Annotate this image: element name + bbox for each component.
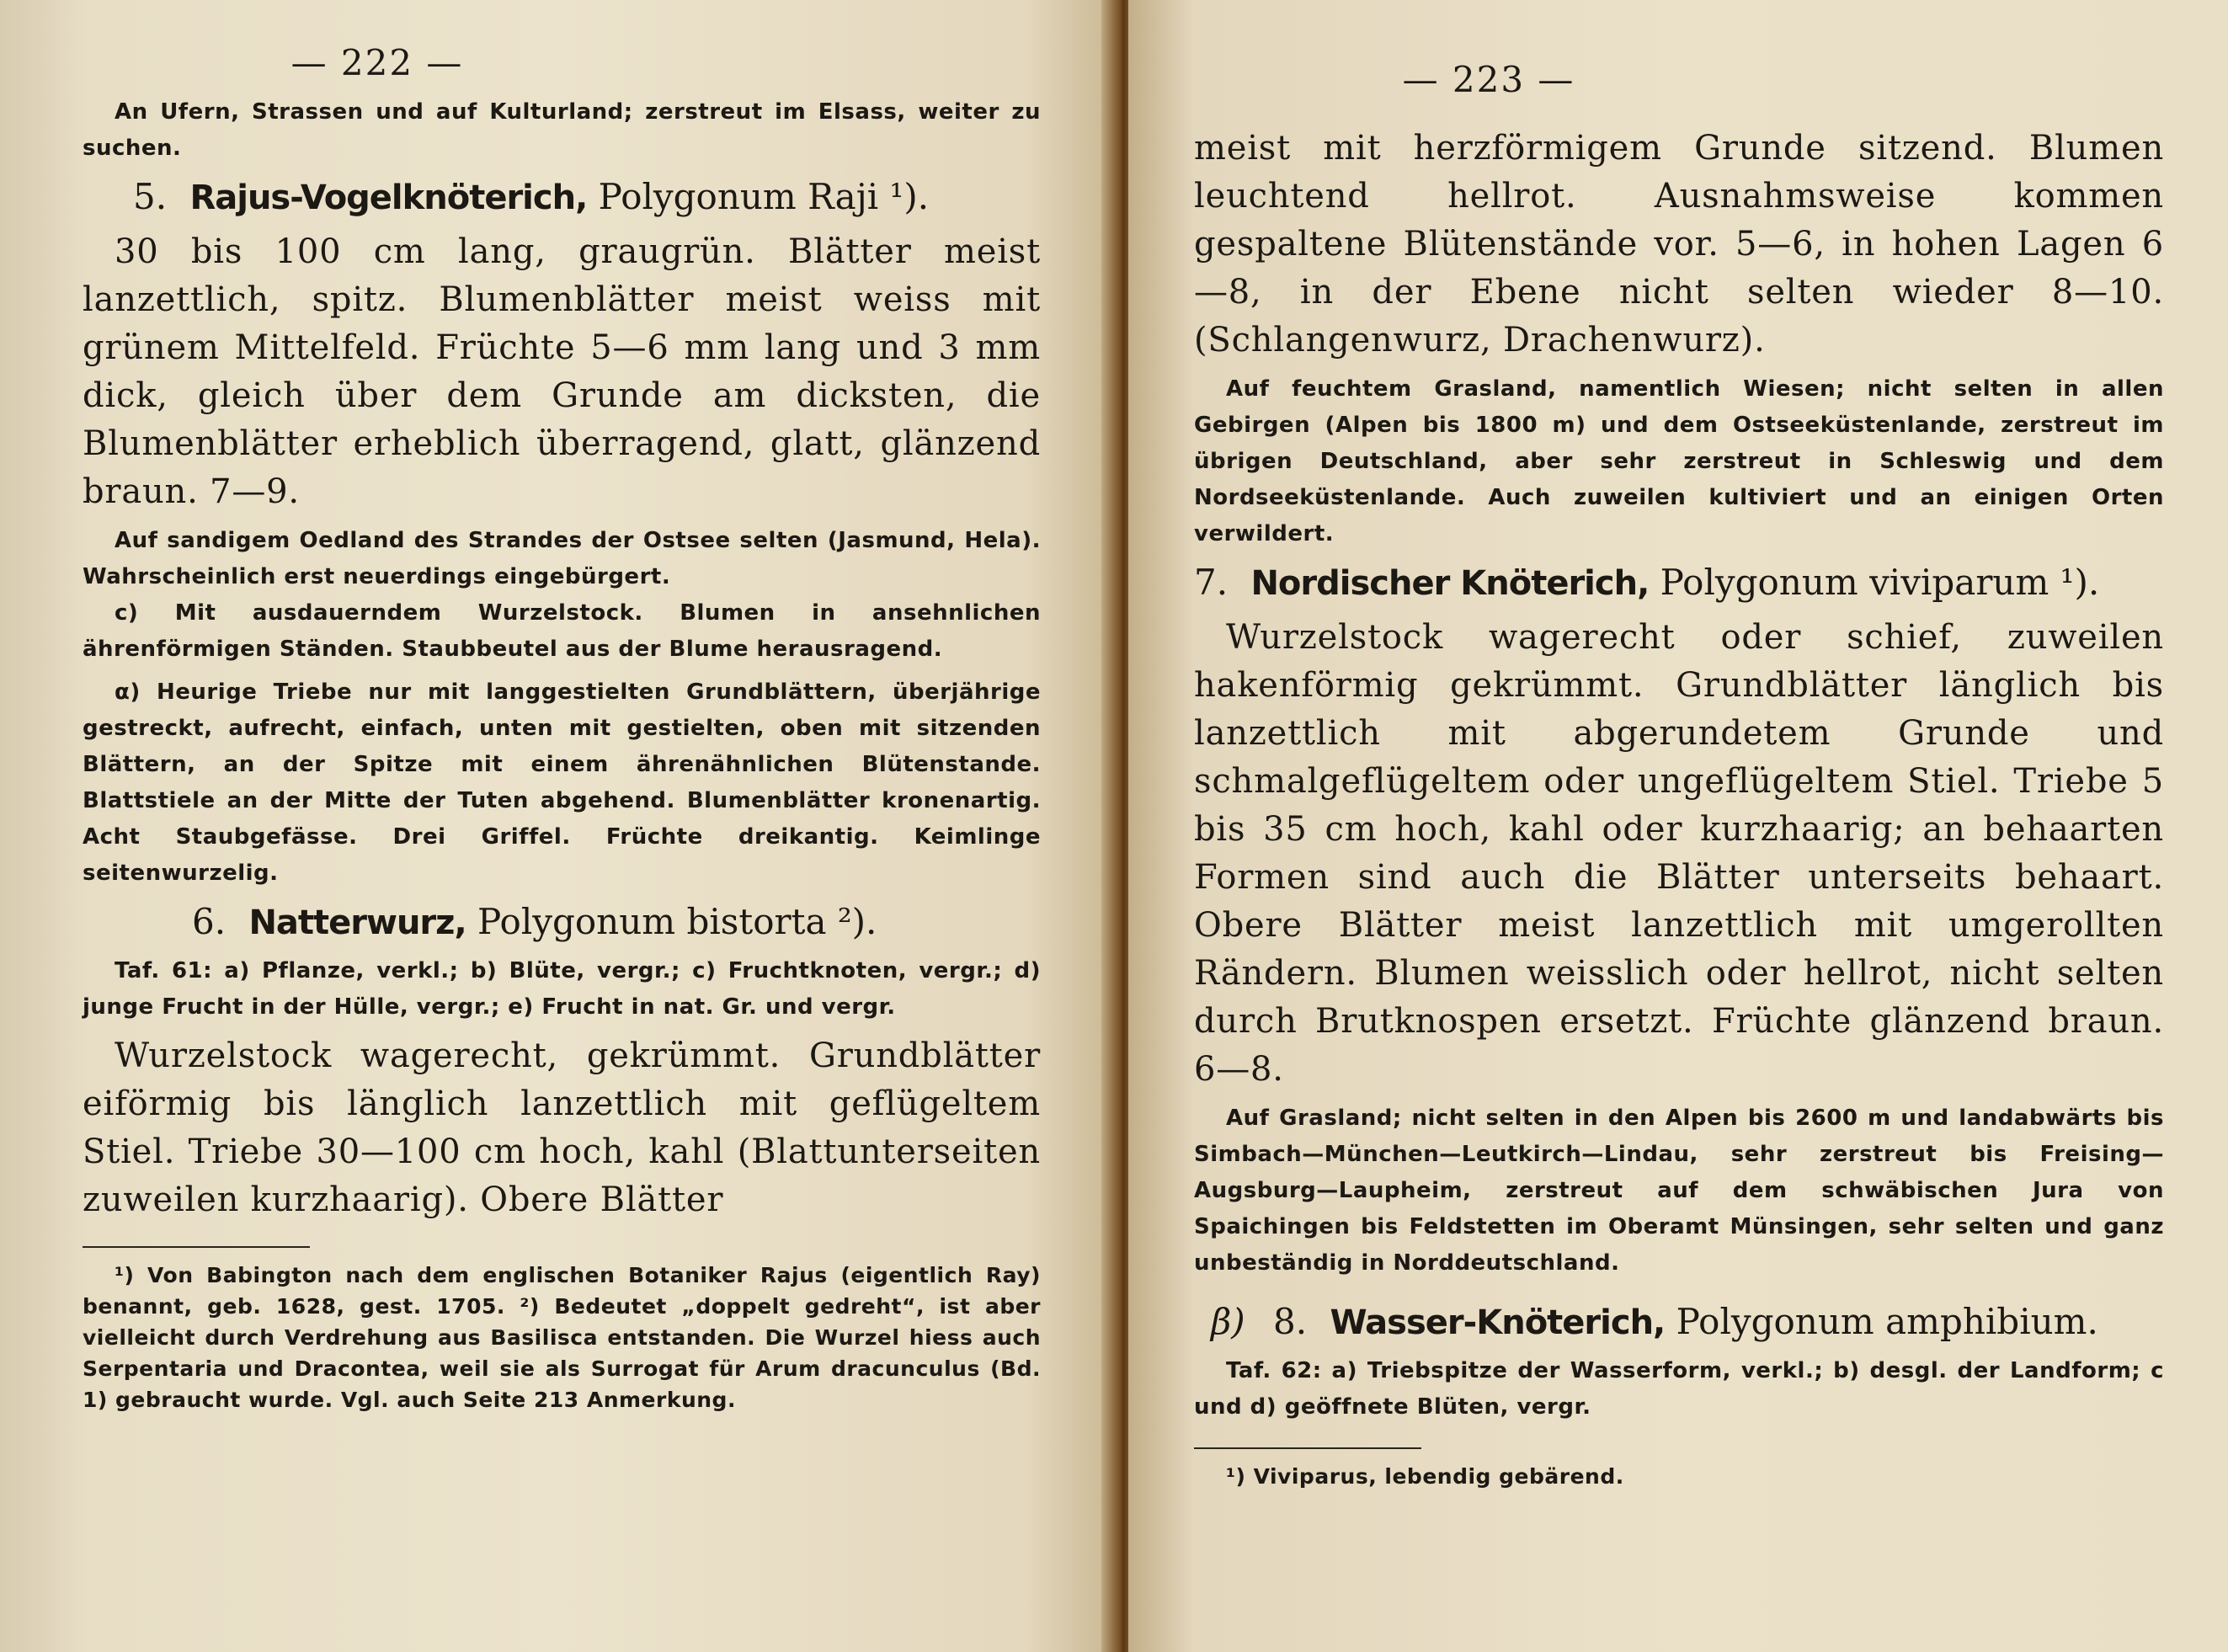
left-page [0,0,1113,1652]
species-description-5: 30 bis 100 cm lang, graugrün. Blätter meist lanzettlich, spitz. Blumenblätter meist weiss mit grünem Mittelfeld. Früchte 5—6 mm lang und 3 mm dick, gleich über dem Grunde am dicksten, die Blumenblätter erheblich überragend, glatt, glänzend braun. 7—9. [83,232,1041,511]
right-page [1128,0,2228,1652]
german-name: Natterwurz, [248,903,466,942]
habitat-7: Auf Grasland; nicht selten in den Alpen bis 2600 m und landabwärts bis Simbach—München—Leutkirch—Lindau, sehr zerstreut bis Freising—Augsburg—Laupheim, zerstreut auf dem schwäbischen Jura von Spaichingen bis Feldstetten im Oberamt Münsingen, sehr selten und ganz unbeständig in Norddeutschland. [1194,1106,2164,1276]
group-c: c) Mit ausdauerndem Wurzelstock. Blumen in ansehnlichen ährenförmigen Ständen. Staubbeutel aus der Blume herausragend. [83,600,1041,662]
group-alpha: α) Heurige Triebe nur mit langgestielten Grundblättern, überjährige gestreckt, aufrecht, einfach, unten mit gestielten, oben mit sitzenden Blättern, an der Spitze mit einem ährenähnlichen Blütenstande. Blattstiele an der Mitte der Tuten abgehend. Blumenblätter kronenartig. Acht Staubgefässe. Drei Griffel. Früchte dreikantig. Keimlinge seitenwurzelig. [83,679,1041,886]
right-page-content [1194,59,2164,1492]
species-heading-8 [1194,1297,2164,1348]
continued-description: meist mit herzförmigem Grunde sitzend. Blumen leuchtend hellrot. Ausnahmsweise kommen gespaltene Blütenstände vor. 5—6, in hohen Lagen 6—8, in der Ebene nicht selten wieder 8—10. (Schlangenwurz, Drachenwurz). [1194,129,2164,360]
latin-name: Polygonum bistorta ²). [477,901,877,942]
footnote: ¹) Viviparus, lebendig gebärend. [1226,1464,1624,1489]
plate-reference-61: Taf. 61: a) Pflanze, verkl.; b) Blüte, vergr.; c) Fruchtknoten, vergr.; d) junge Frucht in der Hülle, vergr.; e) Frucht in nat. Gr. und vergr. [83,958,1041,1020]
species-number: 8. [1273,1301,1308,1342]
footnote-rule [1194,1447,1421,1449]
latin-name: Polygonum amphibium. [1676,1301,2098,1342]
species-heading-7 [1194,557,2164,609]
group-beta-marker: β) [1211,1301,1245,1342]
habitat-6: Auf feuchtem Grasland, namentlich Wiesen; nicht selten in allen Gebirgen (Alpen bis 1800 m) und dem Ostseeküstenlande, zerstreut im übrigen Deutschland, aber sehr zerstreut in Schleswig und dem Nordseeküstenlande. Auch zuweilen kultiviert und an einigen Orten verwildert. [1194,376,2164,546]
german-name: Nordischer Knöterich, [1250,564,1650,603]
plate-reference-62: Taf. 62: a) Triebspitze der Wasserform, verkl.; b) desgl. der Landform; c und d) geöffnete Blüten, vergr. [1194,1358,2164,1420]
intro-paragraph: An Ufern, Strassen und auf Kulturland; zerstreut im Elsass, weiter zu suchen. [83,99,1041,161]
habitat-5: Auf sandigem Oedland des Strandes der Ostsee selten (Jasmund, Hela). Wahrscheinlich erst neuerdings eingebürgert. [83,528,1041,589]
latin-name: Polygonum Raji ¹). [598,176,930,217]
page-number: — 222 — [290,42,464,83]
species-number: 7. [1194,562,1229,603]
page-number: — 223 — [1402,59,1575,100]
german-name: Wasser-Knöterich, [1330,1303,1666,1342]
species-description-6: Wurzelstock wagerecht, gekrümmt. Grundblätter eiförmig bis länglich lanzettlich mit geflügeltem Stiel. Triebe 30—100 cm hoch, kahl (Blattunterseiten zuweilen kurzhaarig). Obere Blätter [83,1036,1041,1219]
species-heading-5 [83,172,1041,223]
german-name: Rajus-Vogelknöterich, [189,179,588,217]
species-number: 6. [192,901,227,942]
footnote: ¹) Von Babington nach dem englischen Botaniker Rajus (eigentlich Ray) benannt, geb. 1628, gest. 1705. ²) Bedeutet „doppelt gedreht“, ist aber vielleicht durch Verdrehung aus Basilisca entstanden. Die Wurzel hiess auch Serpentaria und Dracontea, weil sie als Surrogat für Arum dracunculus (Bd. 1) gebraucht wurde. Vgl. auch Seite 213 Anmerkung. [83,1263,1041,1412]
species-description-7: Wurzelstock wagerecht oder schief, zuweilen hakenförmig gekrümmt. Grundblätter länglich bis lanzettlich mit abgerundetem Grunde und schmalgeflügeltem oder ungeflügeltem Stiel. Triebe 5 bis 35 cm hoch, kahl oder kurzhaarig; an behaarten Formen sind auch die Blätter unterseits behaart. Obere Blätter meist lanzettlich mit umgerollten Rändern. Blumen weisslich oder hellrot, nicht selten durch Brutknospen ersetzt. Früchte glänzend braun. 6—8. [1194,618,2164,1089]
footnote-rule [83,1246,310,1248]
latin-name: Polygonum viviparum ¹). [1660,562,2100,603]
left-page-content [83,34,1041,1415]
species-heading-6 [83,897,1041,948]
species-number: 5. [133,176,168,217]
